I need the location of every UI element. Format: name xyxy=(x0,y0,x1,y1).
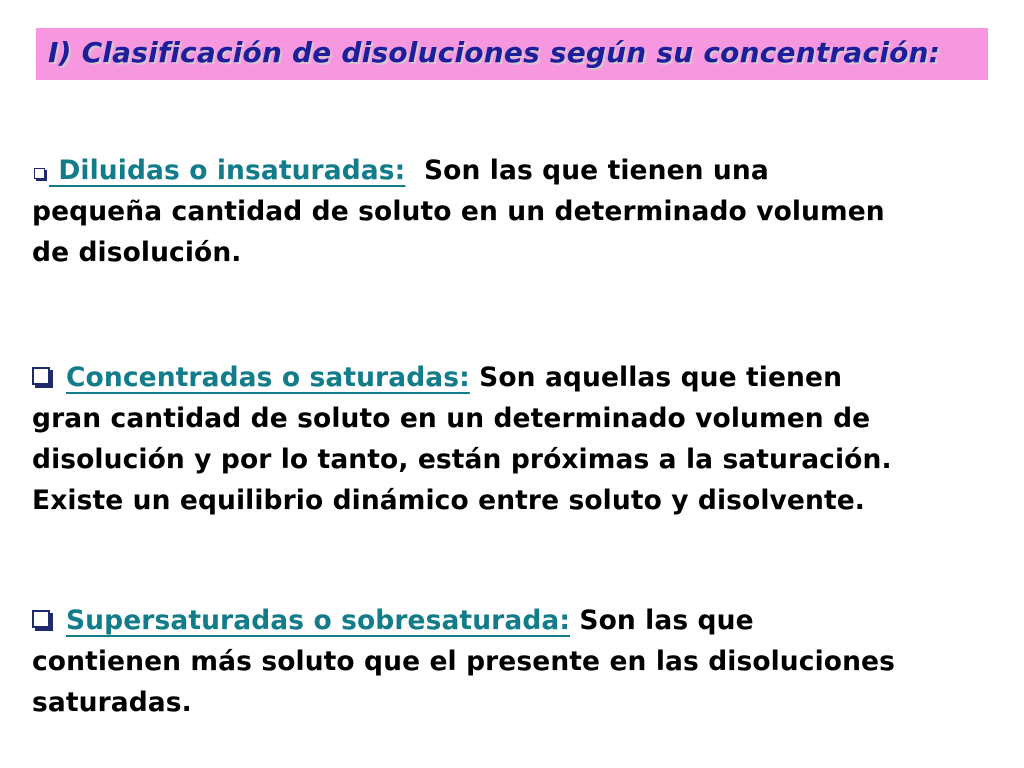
bullet-line xyxy=(32,600,895,641)
bullet-term: Concentradas o saturadas: xyxy=(66,362,470,393)
bullet-text: Son las que tienen una xyxy=(405,155,769,186)
bullet-line xyxy=(32,150,885,191)
bullet-text: Son aquellas que tienen xyxy=(469,362,843,393)
square-bullet-icon xyxy=(32,610,50,628)
bullet-line: de disolución. xyxy=(32,237,242,268)
bullet-text: Son las que xyxy=(570,605,754,636)
bullet-line: pequeña cantidad de soluto en un determinado volumen xyxy=(32,196,885,227)
bullet-term: Diluidas o insaturadas: xyxy=(49,155,406,186)
slide-title: I) Clasificación de disoluciones según su concentración: xyxy=(48,36,941,69)
bullet-line: saturadas. xyxy=(32,687,192,718)
bullet-term: Supersaturadas o sobresaturada: xyxy=(66,605,571,636)
bullet-line: gran cantidad de soluto en un determinado volumen de xyxy=(32,403,871,434)
bullet-line: disolución y por lo tanto, están próximas a la saturación. xyxy=(32,444,892,475)
bullet-item-concentradas xyxy=(32,357,892,521)
bullet-item-supersaturadas xyxy=(32,600,895,723)
bullet-line: contienen más soluto que el presente en las disoluciones xyxy=(32,646,895,677)
bullet-line: Existe un equilibrio dinámico entre soluto y disolvente. xyxy=(32,485,865,516)
square-bullet-icon xyxy=(32,367,50,385)
square-bullet-icon xyxy=(34,168,45,179)
bullet-line xyxy=(32,357,892,398)
bullet-item-diluidas xyxy=(32,150,885,273)
